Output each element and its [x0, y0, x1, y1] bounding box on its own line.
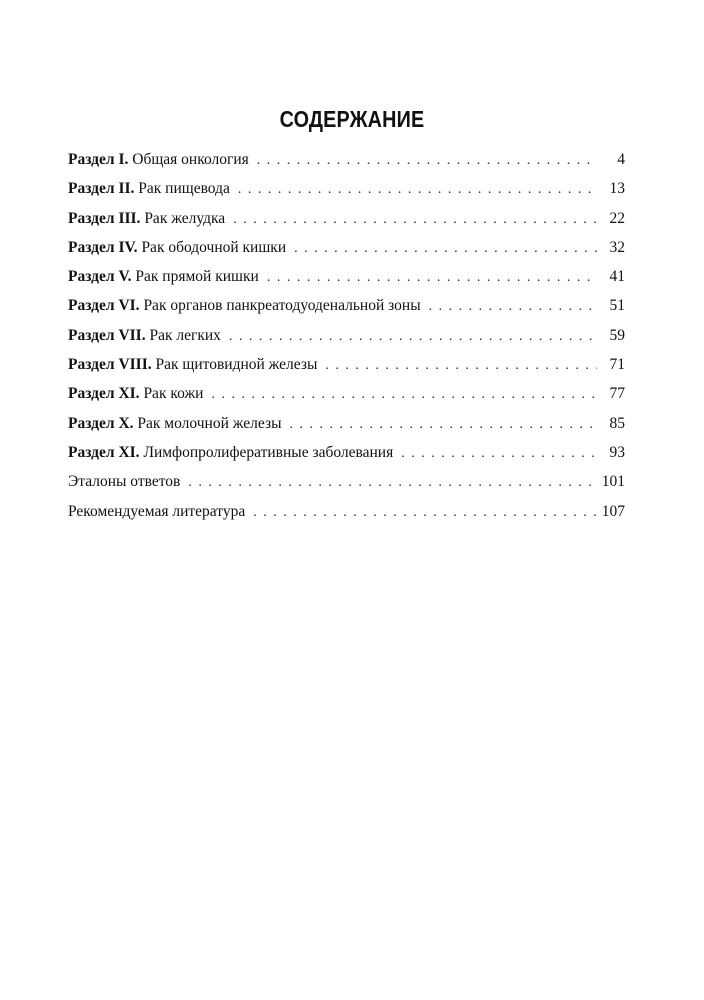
entry-prefix: Раздел V.: [68, 268, 132, 286]
dot-leader: [233, 210, 597, 230]
entry-text: [68, 472, 180, 492]
dot-leader: [188, 473, 595, 493]
entry-prefix: Раздел I.: [68, 151, 129, 168]
entry-title: Общая онкология: [132, 151, 249, 168]
entry-prefix: Раздел IV.: [68, 238, 138, 256]
entry-title: Рекомендуемая литература: [68, 502, 246, 520]
entry-text: [68, 443, 393, 463]
entry-title: Лимфопролиферативные заболевания: [143, 443, 394, 461]
toc-entry[interactable]: [68, 150, 625, 179]
entry-page-number: 22: [609, 209, 625, 227]
page-title: СОДЕРЖАНИЕ: [279, 106, 425, 132]
entry-page-number: 107: [601, 502, 625, 520]
dot-leader: [253, 503, 596, 523]
toc-entry[interactable]: [68, 326, 625, 355]
entry-title: Эталоны ответов: [68, 473, 181, 491]
toc-entry[interactable]: [68, 472, 625, 501]
dot-leader: [267, 268, 597, 288]
entry-prefix: Раздел II.: [68, 180, 135, 198]
toc-entry[interactable]: [68, 238, 625, 267]
dot-leader: [257, 151, 597, 171]
entry-text: [68, 414, 282, 434]
entry-prefix: Раздел XI.: [68, 385, 140, 403]
dot-leader: [325, 356, 597, 376]
entry-text: [68, 355, 317, 375]
entry-text: [68, 150, 249, 170]
entry-text: [68, 384, 203, 404]
entry-text: [68, 296, 421, 316]
entry-title: Рак ободочной кишки: [141, 238, 287, 256]
entry-prefix: Раздел X.: [68, 414, 134, 432]
entry-page-number: 51: [609, 297, 625, 315]
toc-entry[interactable]: [68, 384, 625, 413]
dot-leader: [290, 415, 598, 435]
toc-entry[interactable]: [68, 209, 625, 238]
entry-title: Рак легких: [149, 326, 221, 344]
entry-title: Рак кожи: [143, 385, 204, 403]
entry-title: Рак молочной железы: [137, 414, 282, 432]
toc-entry[interactable]: [68, 502, 625, 531]
entry-text: [68, 502, 245, 522]
toc-entry[interactable]: [68, 355, 625, 384]
entry-prefix: Раздел VII.: [68, 326, 146, 344]
entry-text: [68, 209, 225, 229]
entry-title: Рак органов панкреатодуоденальной зоны: [143, 297, 421, 315]
entry-page-number: 77: [609, 385, 625, 403]
entry-page-number: 32: [609, 238, 625, 256]
entry-prefix: Раздел III.: [68, 209, 141, 227]
entry-text: [68, 267, 259, 287]
entry-page-number: 59: [609, 326, 625, 344]
toc-entry[interactable]: [68, 267, 625, 296]
entry-page-number: 71: [609, 356, 625, 374]
entry-title: Рак щитовидной железы: [155, 356, 318, 374]
entry-title: Рак пищевода: [138, 180, 230, 198]
table-of-contents: [68, 150, 625, 531]
toc-entry[interactable]: [68, 296, 625, 325]
dot-leader: [229, 327, 597, 347]
entry-page-number: 41: [609, 268, 625, 286]
entry-page-number: 101: [601, 473, 625, 491]
toc-entry[interactable]: [68, 443, 625, 472]
dot-leader: [401, 444, 597, 464]
entry-page-number: 93: [609, 443, 625, 461]
toc-entry[interactable]: [68, 179, 625, 208]
entry-prefix: Раздел XI.: [68, 443, 140, 461]
entry-text: [68, 238, 286, 258]
entry-prefix: Раздел VI.: [68, 297, 140, 315]
entry-page-number: 4: [617, 151, 625, 168]
dot-leader: [294, 239, 597, 259]
toc-entry[interactable]: [68, 414, 625, 443]
entry-title: Рак желудка: [144, 209, 226, 227]
entry-page-number: 85: [609, 414, 625, 432]
entry-text: [68, 326, 221, 346]
entry-title: Рак прямой кишки: [135, 268, 259, 286]
entry-page-number: 13: [609, 180, 625, 198]
dot-leader: [429, 297, 597, 317]
dot-leader: [238, 180, 597, 200]
entry-text: [68, 179, 230, 199]
entry-prefix: Раздел VIII.: [68, 356, 152, 374]
dot-leader: [211, 385, 597, 405]
